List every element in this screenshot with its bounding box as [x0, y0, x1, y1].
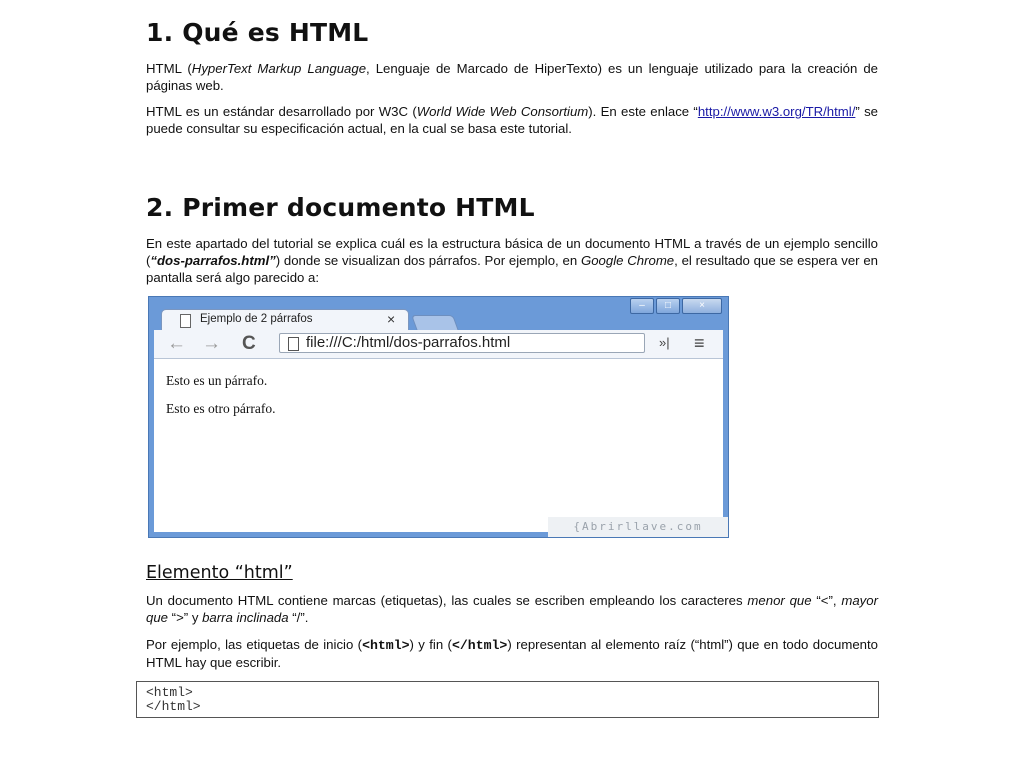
em-text: barra inclinada	[202, 610, 289, 625]
address-url: file:///C:/html/dos-parrafos.html	[306, 334, 511, 351]
text: ). En este enlace “	[588, 104, 698, 119]
page-icon	[288, 337, 299, 351]
text: HTML es un estándar desarrollado por W3C (	[146, 104, 417, 119]
text: ) donde se visualizan dos párrafos. Por ejemplo, en	[275, 253, 581, 268]
text: ) representan al elemento raíz (“html”) que en todo documento HTML hay que escribir.	[146, 637, 878, 670]
extensions-chevron-icon: »|	[659, 335, 670, 350]
section-2-paragraph-1	[146, 235, 878, 286]
reload-icon: C	[242, 333, 256, 354]
element-html-paragraph-2	[146, 636, 878, 671]
section-1-heading: 1. Qué es HTML	[146, 18, 369, 47]
browser-screenshot	[148, 296, 729, 538]
em-text: menor que	[747, 593, 812, 608]
em-text: World Wide Web Consortium	[416, 104, 589, 119]
filename-text: “dos-parrafos.html”	[150, 253, 276, 268]
w3c-spec-link[interactable]: http://www.w3.org/TR/html/	[697, 104, 856, 119]
content-paragraph-2: Esto es otro párrafo.	[166, 401, 276, 416]
element-html-heading: Elemento “html”	[146, 563, 293, 583]
code-tag: </html>	[451, 638, 508, 653]
text: Un documento HTML contiene marcas (etiquetas), las cuales se escriben empleando los caracteres	[146, 593, 748, 608]
code-example-box	[136, 681, 879, 718]
close-tab-icon: ×	[387, 311, 396, 327]
text: ” se puede consultar su especificación actual, en la cual se basa este tutorial.	[146, 104, 879, 136]
address-bar	[279, 333, 645, 353]
element-html-paragraph-1	[146, 592, 878, 626]
abrirllave-watermark: {Abrirllave.com	[548, 517, 728, 537]
text: “<”,	[811, 593, 842, 608]
section-1-paragraph-1	[146, 60, 878, 94]
content-paragraph-1: Esto es un párrafo.	[166, 373, 268, 388]
tab-title: Ejemplo de 2 párrafos	[200, 313, 313, 325]
text: “>” y	[168, 610, 203, 625]
window-controls	[630, 298, 722, 314]
em-text: Google Chrome	[580, 253, 675, 268]
minimize-icon: –	[630, 298, 654, 314]
maximize-icon: □	[656, 298, 680, 314]
code-line: <html>	[146, 685, 193, 700]
em-text: mayor que	[146, 593, 878, 625]
em-text: HyperText Markup Language	[191, 61, 367, 76]
forward-arrow-icon: →	[202, 333, 221, 354]
code-line: </html>	[146, 699, 201, 714]
text: , el resultado que se espera ver en pantalla será algo parecido a:	[146, 253, 879, 285]
back-arrow-icon: ←	[167, 333, 186, 354]
text: , Lenguaje de Marcado de HiperTexto) es un lenguaje utilizado para la creación de páginas web.	[146, 61, 878, 93]
text: En este apartado del tutorial se explica cuál es la estructura básica de un documento HTML a través de un ejemplo sencillo (	[146, 236, 878, 268]
text: HTML (	[146, 61, 192, 76]
text: “/”.	[288, 610, 309, 625]
menu-icon: ≡	[694, 333, 705, 353]
browser-content	[154, 359, 723, 532]
section-2-heading: 2. Primer documento HTML	[146, 193, 535, 222]
page-icon	[180, 314, 191, 328]
browser-toolbar	[154, 330, 723, 359]
code-tag: <html>	[362, 638, 410, 653]
section-1-paragraph-2	[146, 103, 878, 137]
close-window-icon: ×	[682, 298, 722, 314]
browser-tab	[161, 309, 409, 331]
text: ) y fin (	[409, 637, 452, 652]
new-tab-icon	[411, 315, 459, 331]
text: Por ejemplo, las etiquetas de inicio (	[146, 637, 363, 652]
